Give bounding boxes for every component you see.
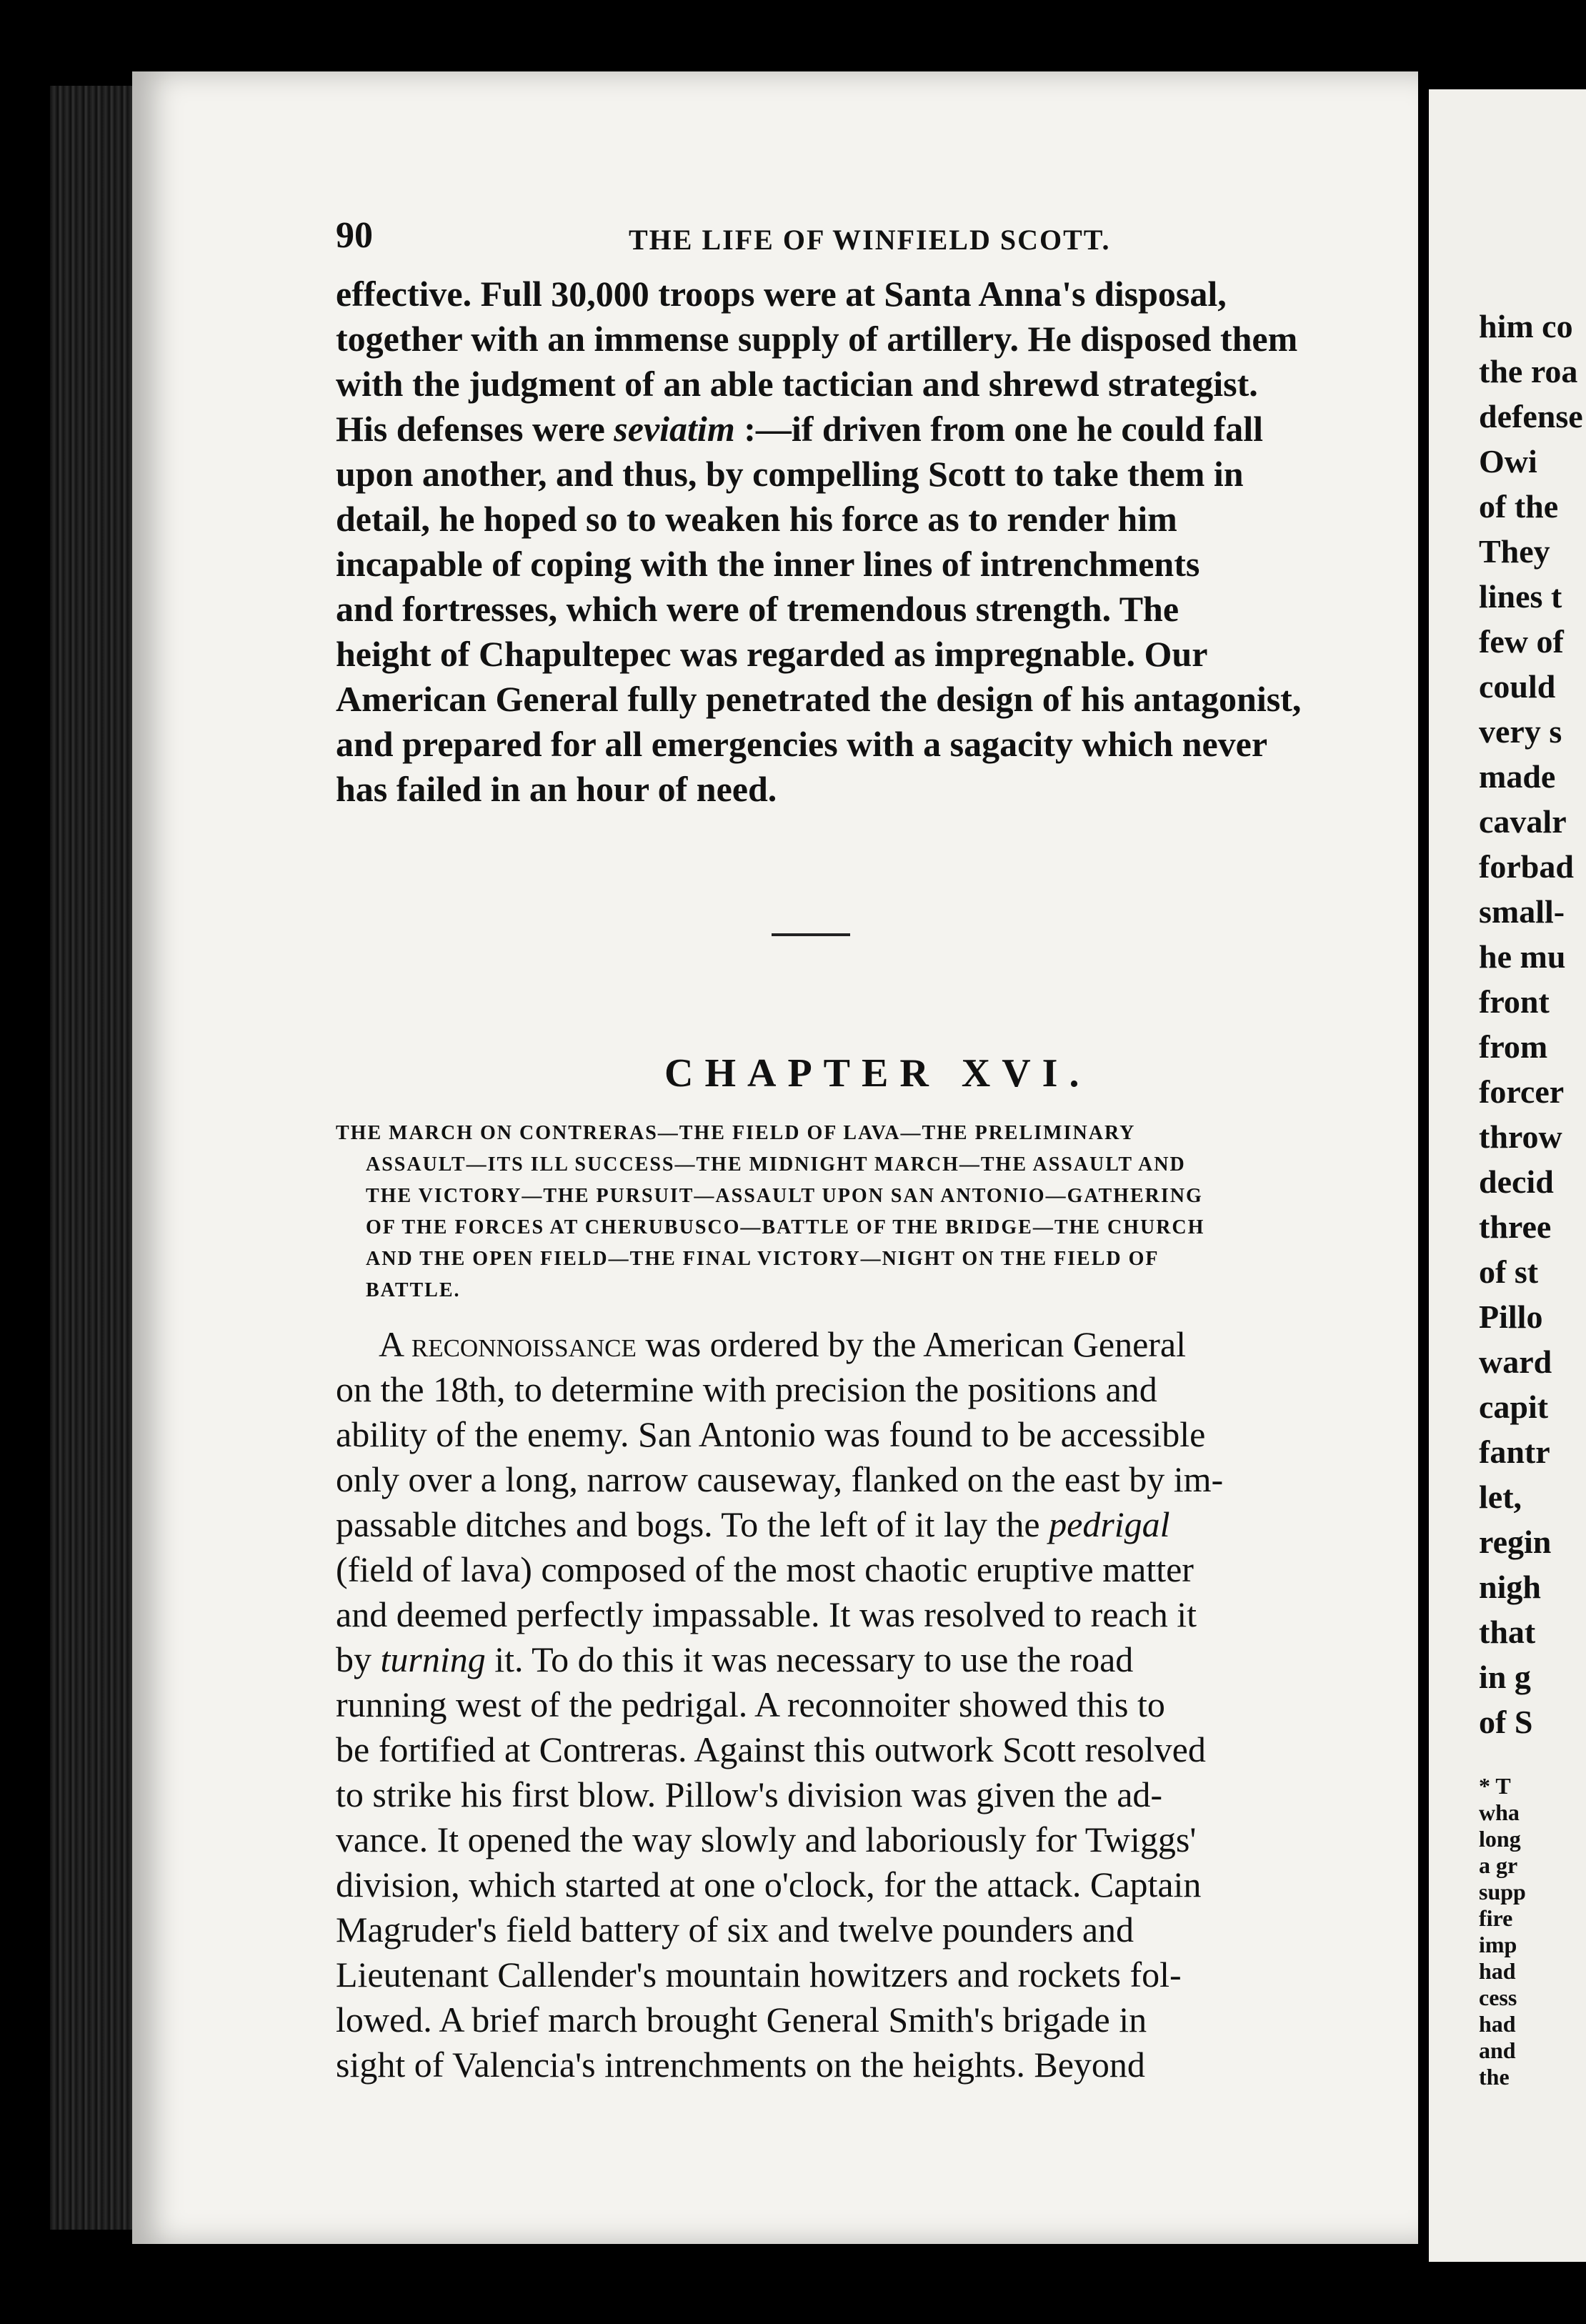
facing-line: of st	[1479, 1253, 1539, 1290]
facing-line: that	[1479, 1614, 1536, 1650]
facing-line: defense	[1479, 398, 1583, 434]
facing-line: Pillo	[1479, 1298, 1543, 1335]
facing-footnote-line: had	[1479, 1958, 1516, 1984]
facing-footnote-line: long	[1479, 1826, 1521, 1852]
facing-line: cavalr	[1479, 803, 1567, 840]
facing-footnote-line: cess	[1479, 1985, 1517, 2010]
facing-line: he mu	[1479, 938, 1566, 975]
facing-line: fantr	[1479, 1434, 1550, 1470]
facing-line: throw	[1479, 1118, 1562, 1155]
chapter-title: CHAPTER XVI.	[664, 1051, 1091, 1096]
facing-footnote-line: wha	[1479, 1799, 1520, 1825]
facing-footnote-line: had	[1479, 2011, 1516, 2037]
text-line: only over a long, narrow causeway, flanked on the east by im-	[336, 1459, 1224, 1499]
text-line: upon another, and thus, by compelling Scott to take them in	[336, 454, 1244, 494]
text-line: (field of lava) composed of the most chaotic eruptive matter	[336, 1549, 1194, 1589]
facing-line: ward	[1479, 1344, 1552, 1380]
facing-line: lines t	[1479, 578, 1562, 615]
chapter-body-paragraph	[336, 1322, 1407, 2087]
top-paragraph	[336, 272, 1407, 812]
text-line: His defenses were seviatim :—if driven from one he could fall	[336, 409, 1264, 449]
facing-line: of S	[1479, 1704, 1533, 1740]
facing-line: Owi	[1479, 443, 1537, 480]
facing-line: decid	[1479, 1163, 1554, 1200]
text-line: ability of the enemy. San Antonio was found to be accessible	[336, 1414, 1206, 1454]
text-line: to strike his first blow. Pillow's division was given the ad-	[336, 1774, 1163, 1814]
text-line: and prepared for all emergencies with a sagacity which never	[336, 724, 1268, 764]
facing-footnote-line: the	[1479, 2064, 1510, 2090]
text-line	[336, 1322, 1407, 1367]
text-line: sight of Valencia's intrenchments on the heights. Beyond	[336, 2045, 1145, 2085]
text-line: division, which started at one o'clock, for the attack. Captain	[336, 1864, 1202, 1905]
facing-line: made	[1479, 758, 1556, 795]
facing-line: of the	[1479, 488, 1559, 525]
facing-footnote-line: * T	[1479, 1773, 1511, 1799]
text-line: lowed. A brief march brought General Smith's brigade in	[336, 2000, 1147, 2040]
facing-line: forbad	[1479, 848, 1574, 885]
italic-word: seviatim	[614, 409, 735, 449]
facing-line: him co	[1479, 308, 1573, 344]
facing-line: very s	[1479, 713, 1562, 750]
facing-footnote-line: and	[1479, 2037, 1516, 2063]
chapter-synopsis	[336, 1118, 1407, 1306]
text-line: has failed in an hour of need.	[336, 769, 777, 809]
facing-line: regin	[1479, 1524, 1552, 1560]
synopsis-line: THE MARCH ON CONTRERAS—THE FIELD OF LAVA—THE PRELIMINARY	[336, 1122, 1136, 1144]
facing-line: in g	[1479, 1659, 1531, 1695]
text-line: incapable of coping with the inner lines of intrenchments	[336, 544, 1200, 584]
opening-words: A reconnoissance	[379, 1324, 637, 1364]
facing-line: the roa	[1479, 353, 1578, 389]
facing-line: front	[1479, 983, 1550, 1020]
text-line: effective. Full 30,000 troops were at Santa Anna's disposal,	[336, 274, 1227, 314]
facing-footnote-line: imp	[1479, 1932, 1517, 1957]
running-head	[336, 214, 1407, 272]
facing-line: few of	[1479, 623, 1564, 660]
running-title: THE LIFE OF WINFIELD SCOTT.	[629, 224, 1111, 256]
text-line: height of Chapultepec was regarded as impregnable. Our	[336, 634, 1208, 674]
facing-line: three	[1479, 1208, 1552, 1245]
first-line-rest: was ordered by the American General	[636, 1324, 1187, 1364]
synopsis-line: AND THE OPEN FIELD—THE FINAL VICTORY—NIGHT ON THE FIELD OF	[366, 1248, 1159, 1270]
facing-line: capit	[1479, 1389, 1549, 1425]
text-line: on the 18th, to determine with precision the positions and	[336, 1369, 1157, 1409]
synopsis-line: THE VICTORY—THE PURSUIT—ASSAULT UPON SAN ANTONIO—GATHERING	[366, 1185, 1203, 1207]
facing-footnote-line: supp	[1479, 1879, 1526, 1905]
facing-line: They	[1479, 533, 1550, 570]
text-line: be fortified at Contreras. Against this outwork Scott resolved	[336, 1729, 1206, 1769]
text-line: Magruder's field battery of six and twelve pounders and	[336, 1910, 1134, 1950]
italic-word: pedrigal	[1049, 1504, 1170, 1544]
page-edge-stack	[50, 86, 143, 2230]
text-line: detail, he hoped so to weaken his force as to render him	[336, 499, 1177, 539]
facing-line: let,	[1479, 1479, 1522, 1515]
left-page-text	[336, 214, 1407, 2087]
text-line: American General fully penetrated the design of his antagonist,	[336, 679, 1302, 719]
text-line: and deemed perfectly impassable. It was resolved to reach it	[336, 1594, 1197, 1634]
text-line: passable ditches and bogs. To the left of it lay the pedrigal	[336, 1504, 1170, 1544]
facing-line: from	[1479, 1028, 1548, 1065]
page-number: 90	[336, 215, 373, 256]
text-line: and fortresses, which were of tremendous strength. The	[336, 589, 1179, 629]
section-rule	[772, 933, 850, 936]
text-line: by turning it. To do this it was necessary to use the road	[336, 1639, 1134, 1679]
text-line: together with an immense supply of artillery. He disposed them	[336, 319, 1298, 359]
italic-word: turning	[380, 1639, 486, 1679]
synopsis-line: BATTLE.	[366, 1279, 461, 1301]
facing-line: could	[1479, 668, 1556, 705]
text-line: with the judgment of an able tactician and shrewd strategist.	[336, 364, 1258, 404]
facing-line: small-	[1479, 893, 1565, 930]
synopsis-line: OF THE FORCES AT CHERUBUSCO—BATTLE OF THE BRIDGE—THE CHURCH	[366, 1216, 1205, 1238]
synopsis-line: ASSAULT—ITS ILL SUCCESS—THE MIDNIGHT MARCH—THE ASSAULT AND	[366, 1153, 1186, 1176]
text-line: Lieutenant Callender's mountain howitzers and rockets fol-	[336, 1955, 1182, 1995]
text-line: vance. It opened the way slowly and laboriously for Twiggs'	[336, 1819, 1197, 1859]
facing-line: nigh	[1479, 1569, 1541, 1605]
facing-footnote-line: fire	[1479, 1905, 1513, 1931]
facing-line: forcer	[1479, 1073, 1565, 1110]
facing-footnote-line: a gr	[1479, 1852, 1518, 1878]
text-line: running west of the pedrigal. A reconnoiter showed this to	[336, 1684, 1165, 1724]
